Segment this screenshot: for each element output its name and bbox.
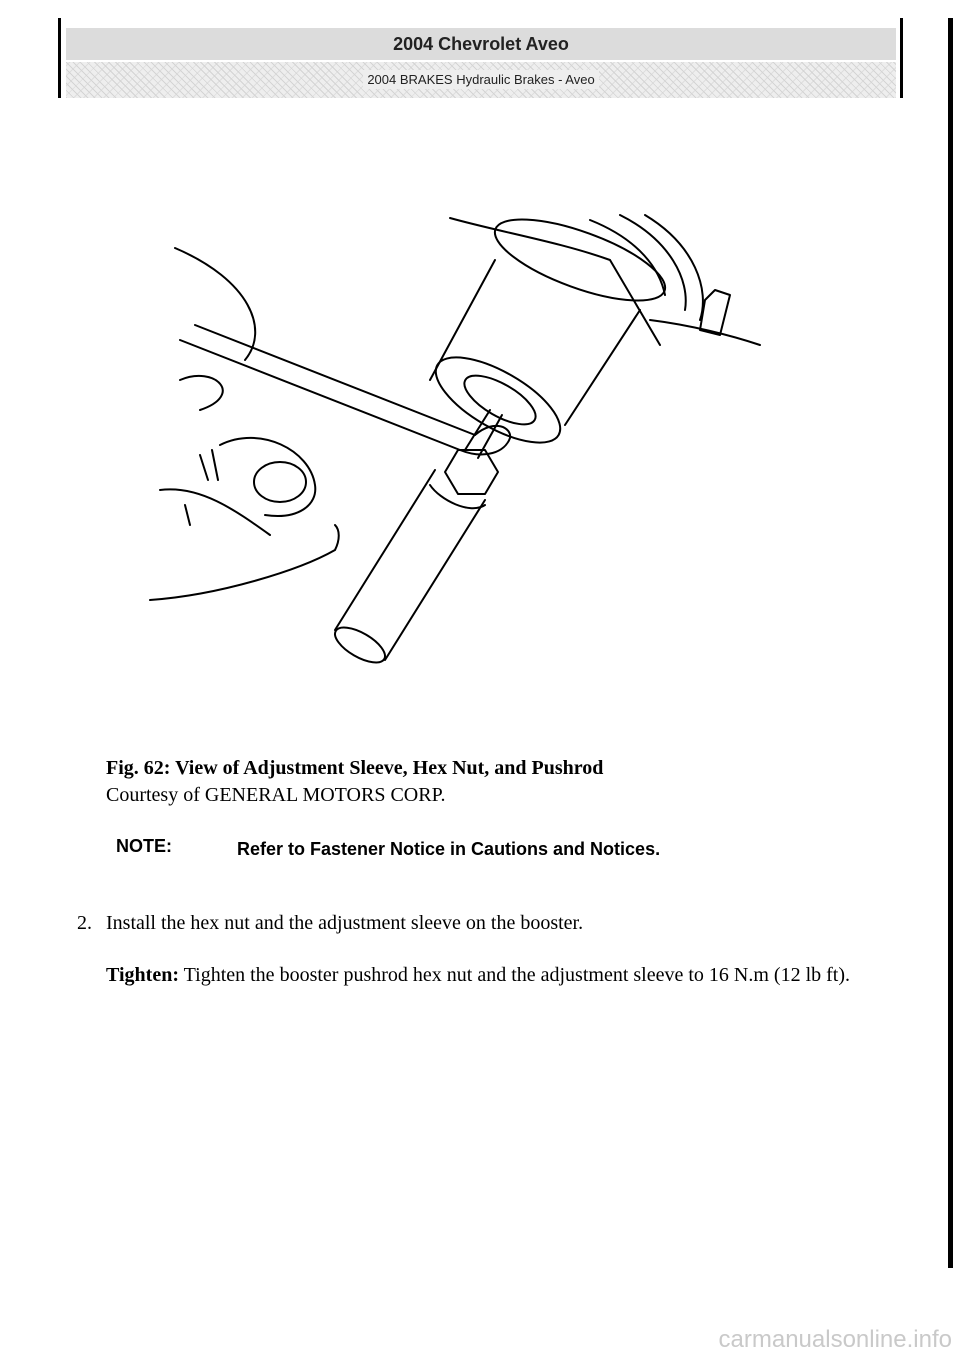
- document-title: 2004 Chevrolet Aveo: [66, 28, 896, 60]
- adjustment-sleeve-end: [330, 621, 390, 670]
- thumb-nail: [254, 462, 306, 502]
- hand-outline-palm: [160, 489, 270, 535]
- cylinder-end-inner: [457, 366, 542, 434]
- figure-caption-credit: Courtesy of GENERAL MOTORS CORP.: [106, 784, 446, 806]
- page-frame-right: [900, 18, 903, 98]
- booster-cylinder: [430, 260, 640, 425]
- tighten-spec: [106, 962, 906, 989]
- cylinder-end: [423, 341, 572, 459]
- booster-flange: [486, 203, 674, 317]
- page-right-rule: [948, 18, 953, 1268]
- note-text: Refer to Fastener Notice in Cautions and Notices.: [237, 839, 661, 859]
- step-text: Install the hex nut and the adjustment sleeve on the booster.: [106, 912, 584, 934]
- step-number: 2.: [77, 912, 92, 934]
- note-label: NOTE:: [116, 836, 172, 856]
- booster-housing-ribs: [590, 215, 703, 320]
- figure-adjustment-sleeve-illustration: [140, 200, 780, 680]
- page-frame-left: [58, 18, 61, 98]
- hand-contour-lines: [185, 450, 218, 525]
- hex-nut: [445, 450, 498, 494]
- wrench-body: [180, 325, 475, 450]
- tighten-text: Tighten the booster pushrod hex nut and the adjustment sleeve to 16 N.m (12 lb ft).: [183, 964, 851, 986]
- hand-outline-fingers: [180, 376, 223, 410]
- mounting-stud: [700, 290, 730, 335]
- hand-outline-lower: [150, 525, 339, 600]
- document-subtitle-text: 2004 BRAKES Hydraulic Brakes - Aveo: [363, 70, 598, 89]
- mounting-bracket: [650, 320, 760, 345]
- figure-caption: [106, 755, 806, 809]
- document-subtitle: [66, 62, 896, 98]
- hand-outline-thumb: [220, 438, 315, 516]
- sleeve-collar: [430, 485, 485, 508]
- tighten-label: Tighten:: [106, 964, 179, 986]
- figure-caption-title: Fig. 62: View of Adjustment Sleeve, Hex Nut, and Pushrod: [106, 757, 604, 779]
- watermark: carmanualsonline.info: [718, 1326, 952, 1353]
